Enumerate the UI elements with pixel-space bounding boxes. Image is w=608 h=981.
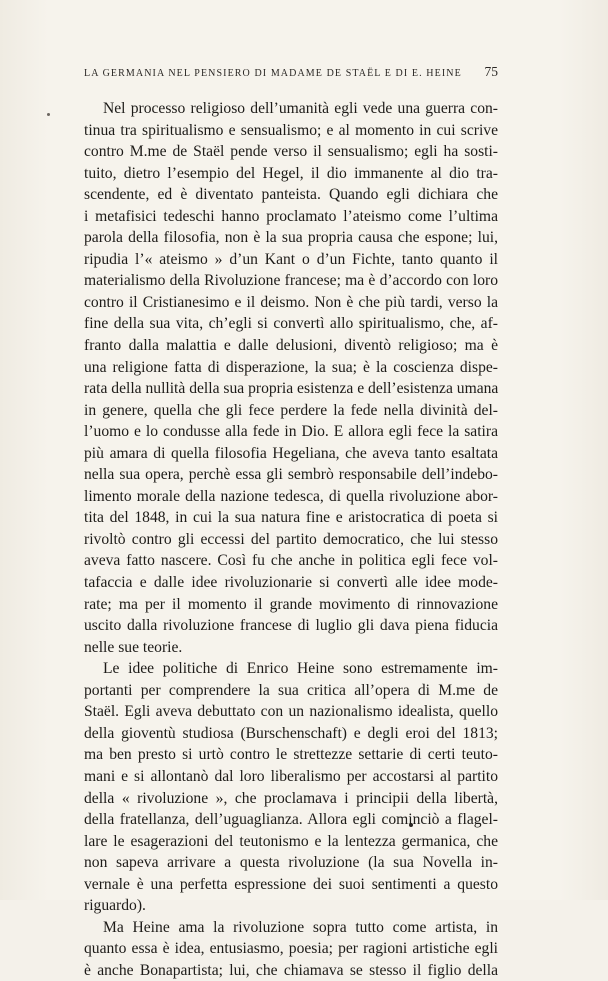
running-header — [84, 64, 498, 80]
text-line: rate; ma per il momento il grande movimento di rinnovazione — [84, 595, 498, 613]
text-line: della gioventù studiosa (Burschenschaft) e degli eroi del 1813; — [84, 724, 498, 742]
text-line: Le idee politiche di Enrico Heine sono estremamente im- — [103, 660, 498, 678]
text-line: materialismo della Rivoluzione francese; ma è d’accordo con loro — [84, 272, 498, 290]
text-line: ripudia l’« ateismo » d’un Kant o d’un Fichte, tanto quanto il — [84, 250, 498, 268]
text-line: mani e si allontanò dal loro liberalismo per accostarsi al partito — [84, 767, 498, 785]
text-line: portanti per comprendere la sua critica all’opera di M.me de — [84, 681, 498, 699]
text-line: Ma Heine ama la rivoluzione sopra tutto come artista, in — [103, 918, 498, 936]
body-text — [84, 98, 498, 981]
text-line: rata della nullità della sua propria esistenza e dell’esistenza umana — [84, 380, 499, 398]
text-line: i metafisici tedeschi hanno proclamato l’ateismo come l’ultima — [84, 207, 498, 225]
page-number: 75 — [484, 64, 498, 79]
text-line: fine della sua vita, ch’egli si convertì allo spiritualismo, che, af- — [84, 315, 498, 333]
text-line: franto dalla malattia e dalle delusioni, diventò religioso; ma è — [84, 337, 498, 355]
text-line: aveva fatto nascere. Così fu che anche in politica egli fece vol- — [84, 552, 498, 570]
text-line: riguardo). — [84, 897, 146, 915]
margin-speck — [47, 113, 50, 116]
text-line: Staël. Egli aveva debuttato con un nazionalismo idealista, quello — [84, 703, 498, 721]
running-title: LA GERMANIA NEL PENSIERO DI MADAME DE STAËL E DI E. HEINE — [84, 68, 462, 79]
text-line: tafaccia e dalle idee rivoluzionarie si convertì alle idee mode- — [84, 574, 498, 592]
text-line: vernale è una perfetta espressione dei suoi sentimenti a questo — [84, 875, 498, 893]
text-line: quanto essa è idea, entusiasmo, poesia; per ragioni artistiche egli — [84, 940, 498, 958]
text-line: Nel processo religioso dell’umanità egli vede una guerra con- — [103, 100, 498, 117]
text-line: parola della filosofia, non è la sua propria causa che espone; lui, — [84, 229, 498, 247]
text-line: è anche Bonapartista; lui, che chiamava se stesso il figlio della — [84, 961, 498, 979]
text-line: limento morale della nazione tedesca, di quella rivoluzione abor- — [84, 487, 498, 505]
text-line: contro M.me de Staël pende verso il sensualismo; egli ha sosti- — [84, 143, 498, 161]
text-line: della fratellanza, dell’uguaglianza. Allora egli cominciò a flagel- — [84, 811, 498, 829]
text-line: ma ben presto si urtò contro le strettezze settarie di certi teuto- — [84, 746, 498, 764]
text-line: della « rivoluzione », che proclamava i principii della libertà, — [84, 789, 498, 807]
text-line: non sapeva arrivare a questa rivoluzione (la sua Novella in- — [84, 854, 498, 872]
text-line: lare le esagerazioni del teutonismo e la lentezza germanica, che — [84, 832, 498, 850]
text-line: più amara di quella filosofia Hegeliana, che aveva tanto esaltata — [84, 444, 498, 462]
text-line: contro il Cristianesimo e il deismo. Non è che più tardi, verso la — [84, 293, 498, 311]
text-line: una religione fatta di disperazione, la sua; è la coscienza dispe- — [84, 358, 498, 376]
text-line: uscito dalla rivoluzione francese di luglio gli dava piena fiducia — [84, 617, 498, 635]
text-line: rivoltò contro gli eccessi del partito democratico, che lui stesso — [84, 530, 498, 548]
text-line: in genere, quella che gli fece perdere la fede nella divinità del- — [84, 401, 498, 419]
text-line: nelle sue teorie. — [84, 638, 183, 656]
text-line: l’uomo e lo condusse alla fede in Dio. E allora egli fece la satira — [84, 423, 498, 441]
text-line: tuito, dietro l’esempio del Hegel, il dio immanente al dio tra- — [84, 164, 498, 182]
text-line: scendente, ed è diventato panteista. Quando egli dichiara che — [84, 186, 498, 204]
text-line: tinua tra spiritualismo e sensualismo; e al momento in cui scrive — [84, 121, 498, 139]
text-line: tita del 1848, in cui la sua natura fine e aristocratica di poeta si — [84, 509, 498, 527]
text-line: nella sua opera, perchè essa gli sembrò responsabile dell’indebo- — [84, 466, 498, 484]
